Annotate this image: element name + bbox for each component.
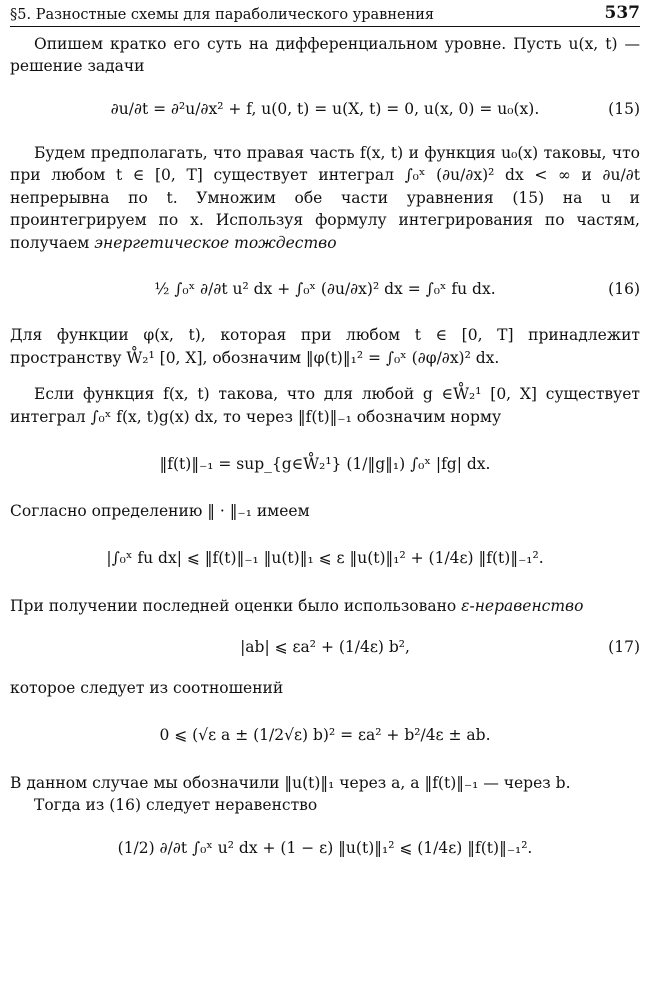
equation-norm-body: ‖f(t)‖₋₁ = sup_{g∈W̊₂¹} (1/‖g‖₁) ∫₀ˣ |fg| dx.: [159, 454, 491, 473]
paragraph-6-text: При получении последней оценки было использовано: [10, 596, 457, 615]
equation-16-body: ½ ∫₀ˣ ∂/∂t u² dx + ∫₀ˣ (∂u/∂x)² dx = ∫₀ˣ fu dx.: [154, 280, 496, 299]
equation-17-body: |ab| ⩽ εa² + (1/4ε) b²,: [240, 637, 410, 656]
page-number: 537: [604, 3, 640, 24]
paragraph-3: Для функции φ(x, t), которая при любом t ∈ [0, T] принадлежит пространству W̊₂¹ [0, X], обозначим ‖φ(t)‖₁² = ∫₀ˣ (∂φ/∂x)² dx.: [10, 326, 640, 367]
paragraph-2-text: Будем предполагать, что правая часть f(x, t) и функция u₀(x) таковы, что при любом t ∈ [0, T] существует интеграл ∫₀ˣ (∂u/∂x)² dx < ∞ и ∂u/∂t непрерывна по t. Умножим обе части уравнения (15) на u и проинтегрируем по x. Используя формулу интегрирования по частям, получаем: [10, 143, 640, 252]
equation-relations-body: 0 ⩽ (√ε a ± (1/2√ε) b)² = εa² + b²/4ε ± ab.: [159, 726, 491, 745]
equation-15-tag: (15): [608, 99, 640, 118]
paragraph-8: В данном случае мы обозначили ‖u(t)‖₁ через a, а ‖f(t)‖₋₁ — через b.: [10, 773, 571, 792]
paragraph-2: [10, 142, 640, 254]
paragraph-9: Тогда из (16) следует неравенство: [34, 796, 318, 815]
equation-15-body: ∂u/∂t = ∂²u/∂x² + f, u(0, t) = u(X, t) = 0, u(x, 0) = u₀(x).: [110, 99, 540, 118]
equation-final-body: (1/2) ∂/∂t ∫₀ˣ u² dx + (1 − ε) ‖u(t)‖₁² ⩽ (1/4ε) ‖f(t)‖₋₁².: [117, 839, 533, 858]
energy-identity-term: энергетическое тождество: [94, 233, 337, 252]
section-title: §5. Разностные схемы для параболического уравнения: [10, 6, 435, 23]
equation-relations: [10, 700, 640, 772]
paragraph-6: [10, 595, 640, 617]
paragraph-7: которое следует из соотношений: [10, 679, 284, 698]
equation-17-tag: (17): [608, 637, 640, 656]
equation-16: [10, 254, 640, 324]
equation-16-tag: (16): [608, 280, 640, 299]
equation-inequality-body: |∫₀ˣ fu dx| ⩽ ‖f(t)‖₋₁ ‖u(t)‖₁ ⩽ ε ‖u(t)‖₁² + (1/4ε) ‖f(t)‖₋₁².: [106, 549, 544, 568]
epsilon-inequality-term: ε-неравенство: [461, 596, 584, 615]
running-header: [10, 0, 640, 27]
equation-17: [10, 617, 640, 677]
equation-inequality: [10, 523, 640, 595]
paragraph-4: Если функция f(x, t) такова, что для любой g ∈W̊₂¹ [0, X] существует интеграл ∫₀ˣ f(x, t)g(x) dx, то через ‖f(t)‖₋₁ обозначим норму: [10, 385, 640, 426]
paragraph-1: Опишем кратко его суть на дифференциальном уровне. Пусть u(x, t) — решение задачи: [10, 35, 640, 76]
equation-final: [10, 817, 640, 881]
paragraph-5: Согласно определению ‖ · ‖₋₁ имеем: [10, 502, 310, 521]
equation-15: [10, 78, 640, 140]
equation-norm: [10, 428, 640, 500]
